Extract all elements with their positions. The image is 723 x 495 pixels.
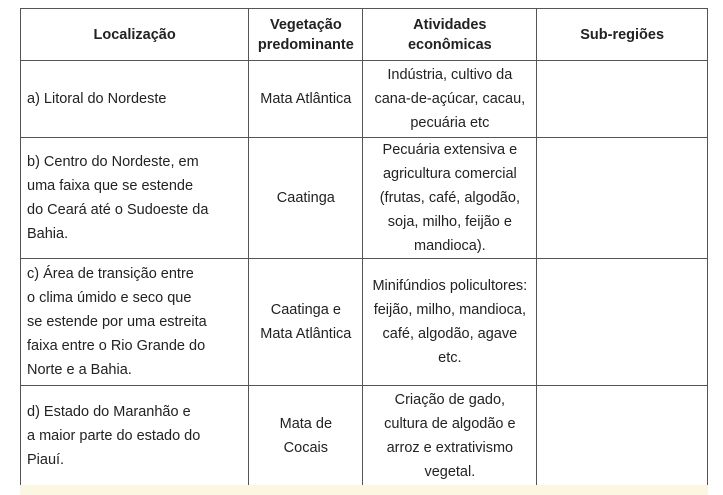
vegetation-cell: Caatinga [249,138,363,259]
economy-cell: Criação de gado, cultura de algodão e arroz e extrativismo vegetal. [363,386,537,487]
table-row [21,61,708,138]
subregion-cell [537,61,708,138]
economy-cell: Pecuária extensiva e agricultura comercial (frutas, café, algodão, soja, milho, feijão e mandioca). [363,138,537,259]
table-header-row [21,9,708,61]
location-cell: a) Litoral do Nordeste [21,61,249,138]
northeast-subregions-table [20,8,708,487]
header-location: Localização [21,9,249,61]
location-cell: c) Área de transição entre o clima úmido e seco que se estende por uma estreita faixa entre o Rio Grande do Norte e a Bahia. [21,259,249,386]
location-cell: d) Estado do Maranhão e a maior parte do estado do Piauí. [21,386,249,487]
table-row [21,386,708,487]
subregion-cell [537,259,708,386]
economy-cell: Indústria, cultivo da cana-de-açúcar, cacau, pecuária etc [363,61,537,138]
subregion-cell [537,138,708,259]
vegetation-cell: Mata de Cocais [249,386,363,487]
header-subregions: Sub-regiões [537,9,708,61]
header-economy: Atividades econômicas [363,9,537,61]
table-row [21,138,708,259]
vegetation-cell: Mata Atlântica [249,61,363,138]
economy-cell: Minifúndios policultores: feijão, milho, mandioca, café, algodão, agave etc. [363,259,537,386]
table-row [21,259,708,386]
location-cell: b) Centro do Nordeste, em uma faixa que se estende do Ceará até o Sudoeste da Bahia. [21,138,249,259]
footer-band [20,485,708,495]
subregion-cell [537,386,708,487]
header-vegetation: Vegetação predominante [249,9,363,61]
vegetation-cell: Caatinga e Mata Atlântica [249,259,363,386]
